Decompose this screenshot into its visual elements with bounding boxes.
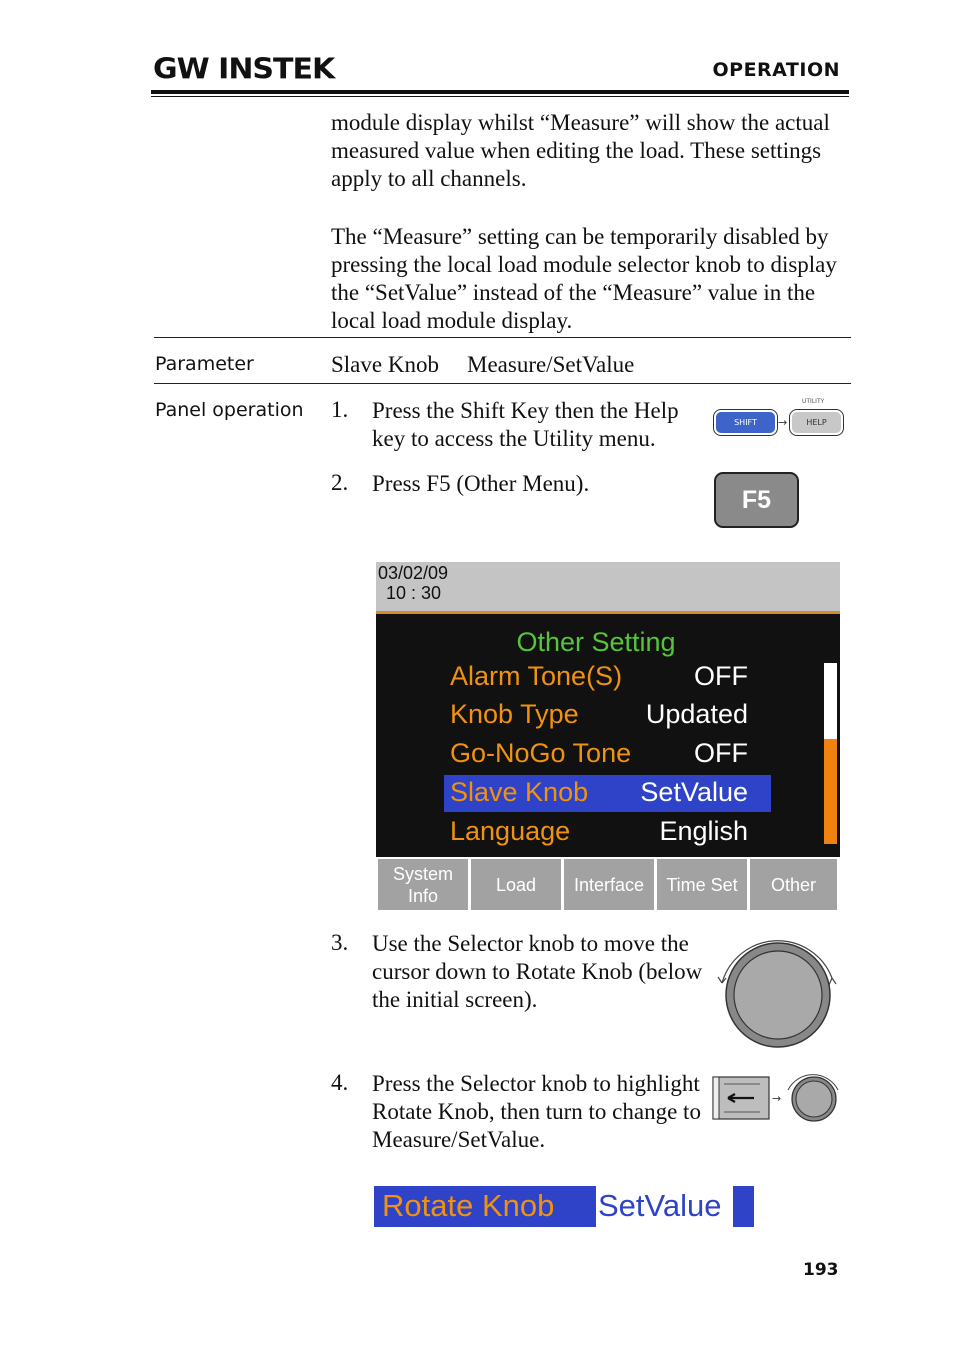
utility-caption: UTILITY: [802, 398, 825, 405]
divider: [154, 383, 851, 384]
press-and-turn-knob-icon: [710, 1068, 845, 1126]
help-key-label: HELP: [792, 412, 841, 433]
lcd-scrollbar-thumb: [824, 739, 837, 844]
section-title: OPERATION: [712, 59, 840, 81]
header-rule: [151, 90, 849, 94]
parameter-label: Parameter: [155, 353, 254, 375]
lcd-softkey-bar: [376, 857, 840, 911]
lcd-title: Other Setting: [516, 627, 676, 657]
intro-paragraph-2: The “Measure” setting can be temporarily disabled by pressing the local load module selector knob to display the “SetValue” instead of the “Measure” value in the local load module display.: [331, 224, 837, 333]
lcd-row-label: Go-NoGo Tone: [450, 738, 632, 768]
f5-key: F5: [714, 472, 799, 528]
lcd-row-value: OFF: [694, 661, 748, 691]
selector-knob-icon: [710, 928, 845, 1053]
step-number: 3.: [331, 930, 349, 955]
step-text: Press the Shift Key then the Help key to access the Utility menu.: [372, 398, 679, 451]
rotate-knob-cursor: [733, 1186, 754, 1227]
step-number: 4.: [331, 1070, 349, 1095]
lcd-time: 10 : 30: [386, 583, 442, 603]
panel-operation-label: Panel operation: [155, 399, 304, 421]
softkey-load: Load: [471, 859, 561, 910]
page-number: 193: [803, 1260, 839, 1280]
header-rule-thin: [151, 96, 849, 97]
lcd-date: 03/02/09: [378, 563, 449, 583]
lcd-scrollbar-track: [824, 663, 837, 739]
intro-paragraph-1: module display whilst “Measure” will show the actual measured value when editing the load. These settings apply to all channels.: [331, 110, 830, 191]
softkey-other: Other: [750, 859, 837, 910]
lcd-row-value: Updated: [645, 699, 748, 729]
rotate-knob-label: Rotate Knob: [382, 1188, 555, 1223]
softkey-interface: Interface: [564, 859, 654, 910]
softkey-system-info: System Info: [378, 859, 468, 910]
lcd-row-label: Language: [450, 816, 571, 846]
divider: [154, 337, 851, 338]
parameter-name: Slave Knob: [331, 352, 439, 377]
softkey-time-set: Time Set: [657, 859, 747, 910]
shift-key-label: SHIFT: [716, 412, 775, 433]
step-number: 1.: [331, 397, 349, 422]
lcd-row-label: Alarm Tone(S): [450, 661, 623, 691]
lcd-row-value-selected: SetValue: [640, 777, 748, 807]
lcd-row-label: Knob Type: [450, 699, 579, 729]
rotate-knob-value: SetValue: [598, 1188, 722, 1223]
help-key: [789, 409, 844, 436]
lcd-date-time: [378, 563, 448, 603]
gw-instek-logo: GW INSTEK: [153, 52, 335, 87]
svg-text:→: →: [772, 1092, 782, 1105]
arrow-right-icon: →: [778, 416, 788, 429]
step-text: Press the Selector knob to highlight Rotate Knob, then turn to change to Measure/SetValue.: [372, 1071, 701, 1152]
lcd-row-value: OFF: [694, 738, 748, 768]
shift-key: [713, 409, 778, 436]
step-text: Use the Selector knob to move the cursor down to Rotate Knob (below the initial screen).: [372, 931, 703, 1012]
parameter-value: Measure/SetValue: [467, 352, 635, 377]
lcd-row-value: English: [659, 816, 748, 846]
step-number: 2.: [331, 470, 349, 495]
lcd-row-label-selected: Slave Knob: [450, 777, 589, 807]
step-text: Press F5 (Other Menu).: [372, 471, 590, 496]
